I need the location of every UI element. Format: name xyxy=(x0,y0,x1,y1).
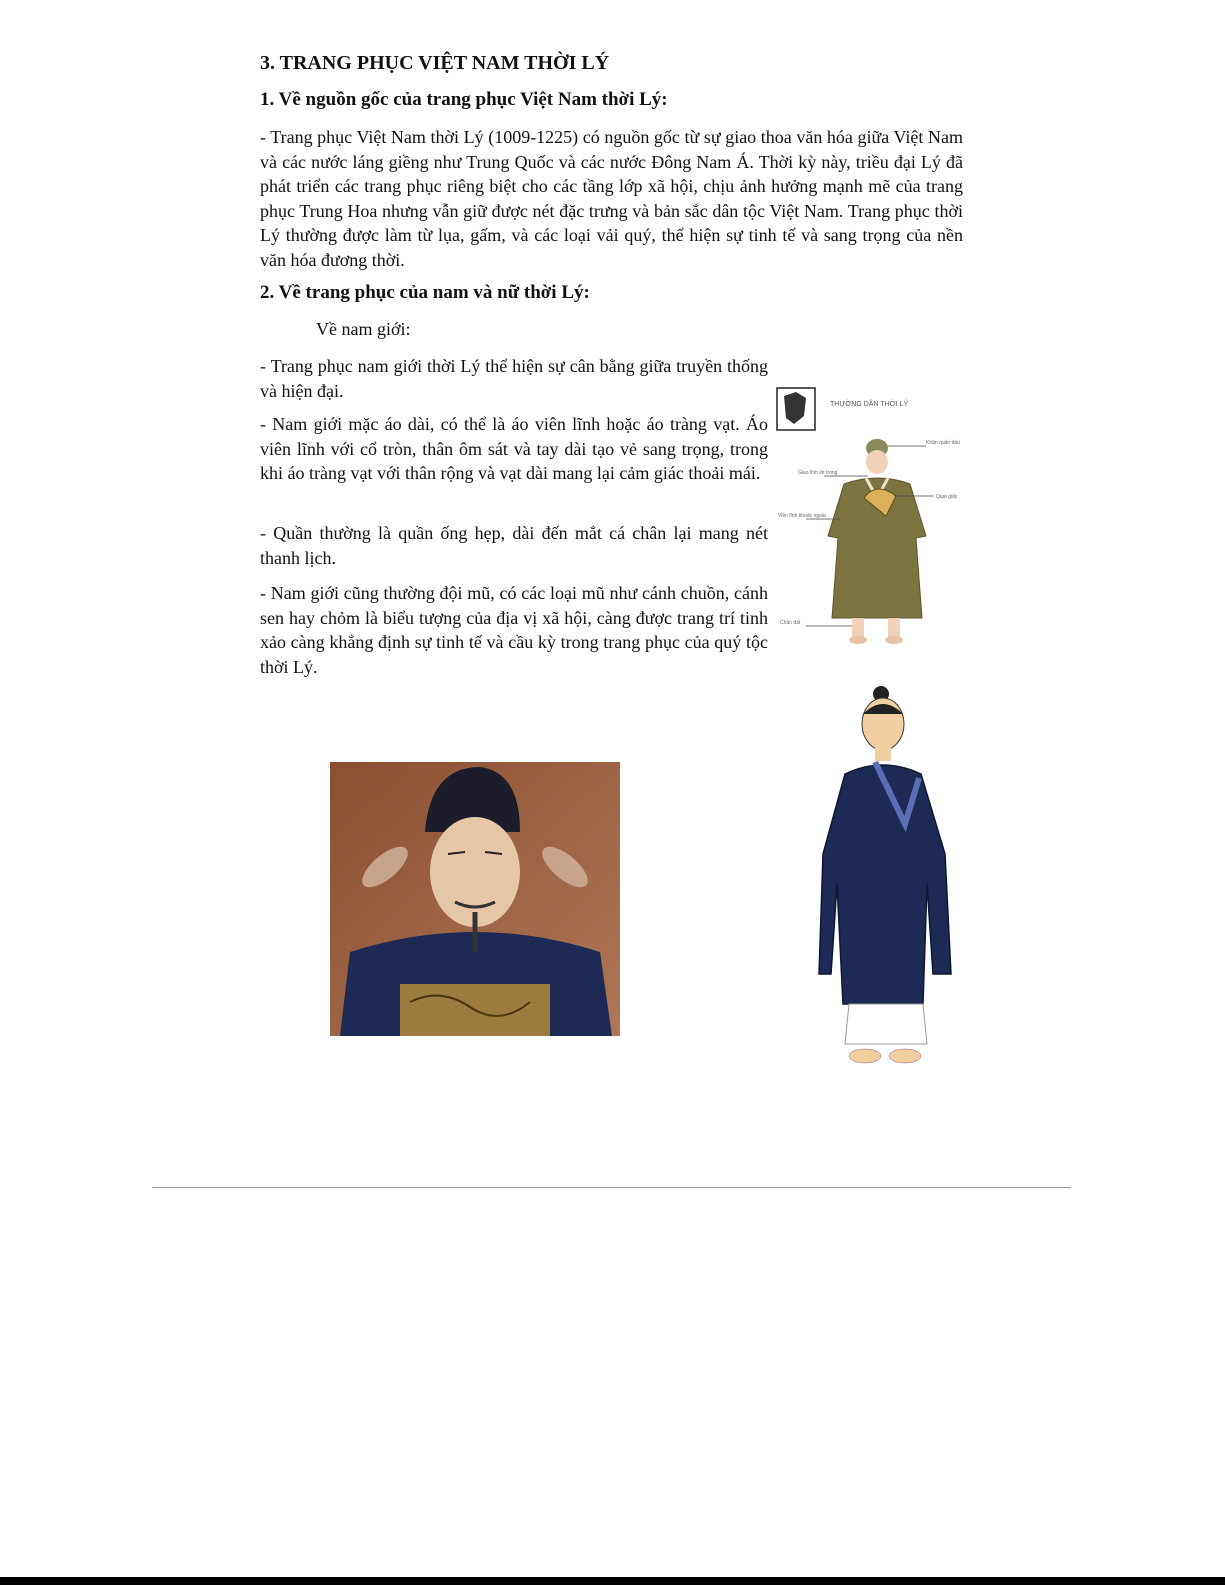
face xyxy=(866,450,888,474)
label-inner: Giao lĩnh lót trong xyxy=(798,470,838,476)
portrait-face xyxy=(430,817,520,927)
right-foot xyxy=(889,1049,921,1063)
commoner-figure xyxy=(776,386,974,656)
label-feet: Chân đất xyxy=(780,620,801,626)
left-leg xyxy=(852,618,864,638)
men-point-4: - Nam giới cũng thường đội mũ, có các loại mũ như cánh chuồn, cánh sen hay chỏm là biểu tượng của địa vị xã hội, càng được trang trí tinh xảo càng khẳng định sự tinh tế và cầu kỳ trong trang phục của quý tộc thời Lý. xyxy=(260,583,768,677)
men-subheading: Về nam giới: xyxy=(316,319,411,339)
navy-robe xyxy=(819,765,951,1004)
men-point-2: - Nam giới mặc áo dài, có thể là áo viên lĩnh hoặc áo tràng vạt. Áo viên lĩnh với cổ tròn, thân ôm sát và tay dài tạo vẻ sang trọng, trong khi áo tràng vạt với thân rộng và vạt dài mang lại cảm giác thoải mái. xyxy=(260,414,768,483)
men-point-1: - Trang phục nam giới thời Lý thể hiện sự cân bằng giữa truyền thống và hiện đại. xyxy=(260,356,768,401)
right-foot xyxy=(885,636,903,644)
section2-heading: 2. Về trang phục của nam và nữ thời Lý: xyxy=(260,282,590,303)
navy-robe-figure xyxy=(815,684,965,1070)
right-leg xyxy=(888,618,900,638)
page-divider xyxy=(152,1187,1071,1188)
navy-robe-illustration xyxy=(815,684,965,1070)
men-point-3: - Quần thường là quần ống hẹp, dài đến mắt cá chân lại mang nét thanh lịch. xyxy=(260,523,768,568)
bottom-border xyxy=(0,1577,1225,1585)
section1-paragraph: - Trang phục Việt Nam thời Lý (1009-1225) có nguồn gốc từ sự giao thoa văn hóa giữa Việt Nam và các nước láng giềng như Trung Quốc và các nước Đông Nam Á. Thời kỳ này, triều đại Lý đã phát triển các trang phục riêng biệt cho các tầng lớp xã hội, chịu ảnh hưởng mạnh mẽ của trang phục Trung Hoa nhưng vẫn giữ được nét đặc trưng và bản sắc dân tộc Việt Nam. Trang phục thời Lý thường được làm từ lụa, gấm, và các loại vải quý, thể hiện sự tinh tế và sang trọng của nền văn hóa đương thời. xyxy=(260,127,963,270)
commoner-illustration xyxy=(776,386,974,656)
label-hat: Khăn quấn đầu xyxy=(926,440,960,446)
white-trousers xyxy=(845,1004,927,1044)
portrait-illustration xyxy=(330,762,620,1036)
page-title: 3. TRANG PHỤC VIỆT NAM THỜI LÝ xyxy=(260,52,610,74)
label-outer: Viên lĩnh khoác ngoài xyxy=(778,513,826,519)
emperor-portrait xyxy=(330,762,620,1036)
left-foot xyxy=(849,636,867,644)
label-fan: Quạt giấy xyxy=(936,494,958,500)
section1-heading: 1. Về nguồn gốc của trang phục Việt Nam thời Lý: xyxy=(260,89,668,110)
figure-caption: THƯỜNG DÂN THỜI LÝ xyxy=(830,401,909,408)
left-foot xyxy=(849,1049,881,1063)
